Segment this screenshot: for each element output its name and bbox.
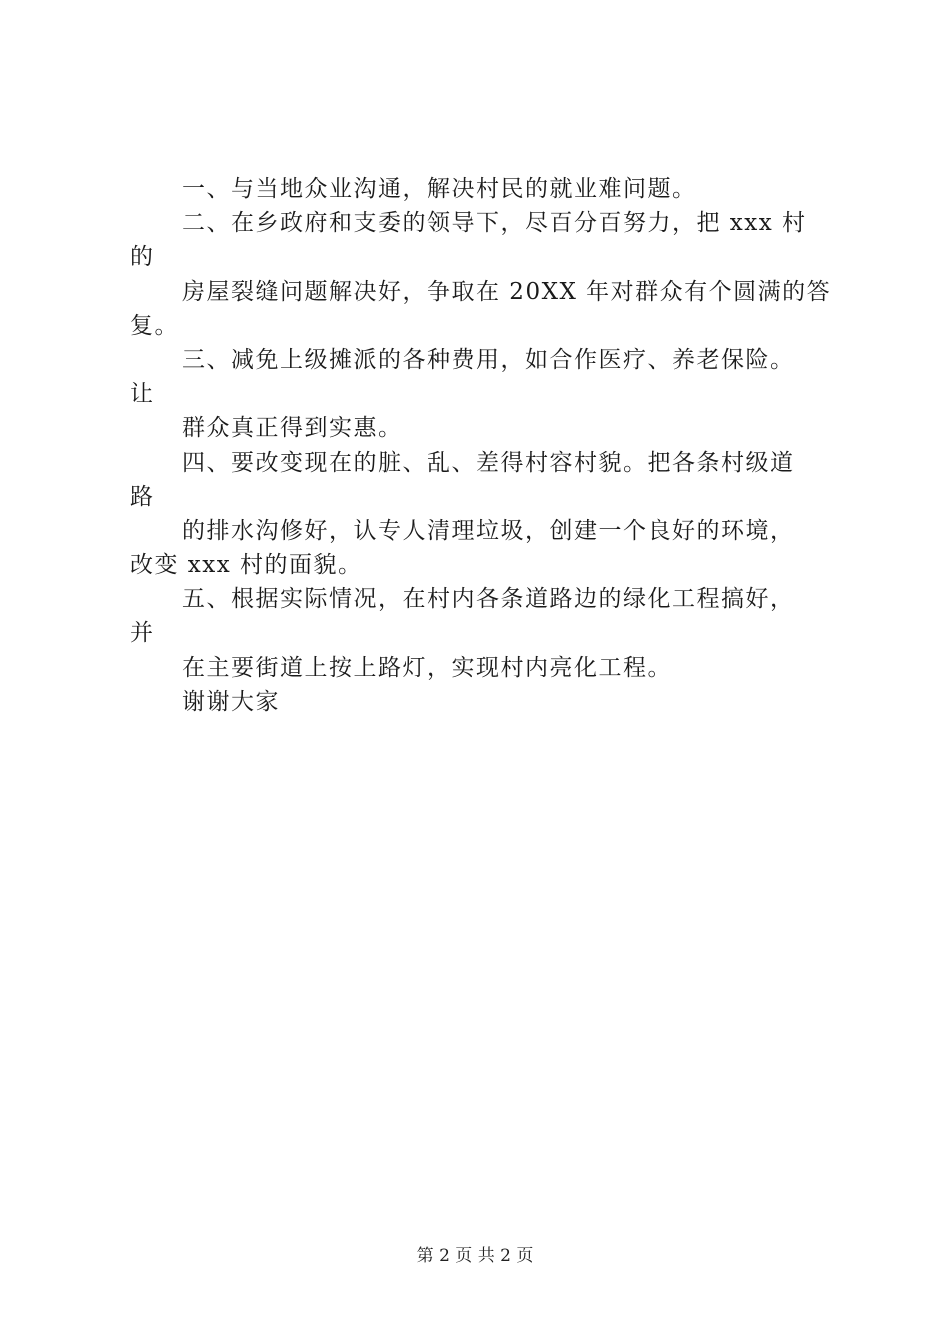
document-body	[130, 172, 850, 719]
text-line: 路	[130, 483, 155, 510]
text-line: 复。	[130, 312, 179, 339]
text-line: 房屋裂缝问题解决好，争取在 20XX 年对群众有个圆满的答	[182, 278, 832, 305]
page-footer	[0, 1241, 950, 1266]
page-number-label: 第 2 页 共 2 页	[416, 1246, 534, 1266]
text-line: 四、要改变现在的脏、乱、差得村容村貌。把各条村级道	[182, 449, 795, 476]
text-line: 二、在乡政府和支委的领导下，尽百分百努力，把 xxx 村	[182, 210, 807, 237]
text-line: 的排水沟修好，认专人清理垃圾，创建一个良好的环境，	[182, 517, 795, 544]
text-line: 一、与当地众业沟通，解决村民的就业难问题。	[182, 176, 697, 202]
text-line: 改变 xxx 村的面貌。	[130, 552, 363, 579]
text-line: 并	[130, 620, 155, 647]
text-line: 五、根据实际情况，在村内各条道路边的绿化工程搞好，	[182, 586, 795, 613]
text-line: 在主要街道上按上路灯，实现村内亮化工程。	[182, 654, 672, 681]
text-line: 让	[130, 381, 155, 408]
text-line: 的	[130, 244, 155, 271]
closing-line: 谢谢大家	[182, 688, 280, 715]
text-line: 群众真正得到实惠。	[182, 415, 403, 442]
text-line: 三、减免上级摊派的各种费用，如合作医疗、养老保险。	[182, 346, 795, 373]
